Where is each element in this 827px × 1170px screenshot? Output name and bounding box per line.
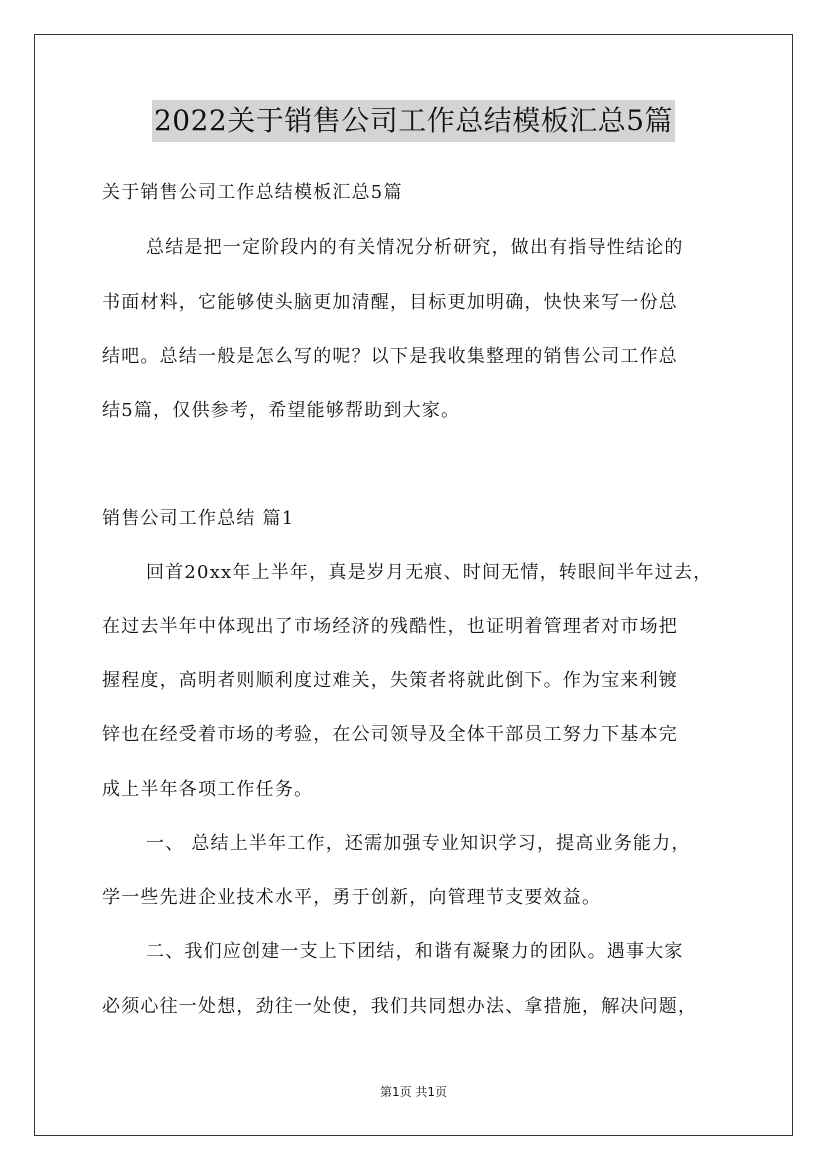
document-title: 2022关于销售公司工作总结模板汇总5篇: [152, 100, 675, 142]
text-line: 握程度，高明者则顺利度过难关，失策者将就此倒下。作为宝来利镀: [102, 670, 678, 691]
text-line: 锌也在经受着市场的考验，在公司领导及全体干部员工努力下基本完: [102, 724, 678, 745]
subtitle-line: 关于销售公司工作总结模板汇总5篇: [102, 182, 403, 203]
section-heading: 销售公司工作总结 篇1: [102, 508, 295, 529]
title-container: [0, 100, 827, 142]
text-line: 一、 总结上半年工作，还需加强专业知识学习，提高业务能力，: [146, 833, 691, 854]
page-number: 第1页 共1页: [379, 1085, 448, 1099]
text-line: 结5篇，仅供参考，希望能够帮助到大家。: [102, 400, 461, 421]
text-line: 学一些先进企业技术水平，勇于创新，向管理节支要效益。: [102, 887, 602, 908]
text-line: 书面材料，它能够使头脑更加清醒，目标更加明确，快快来写一份总: [102, 292, 678, 313]
text-line: 总结是把一定阶段内的有关情况分析研究，做出有指导性结论的: [146, 237, 684, 258]
text-line: 成上半年各项工作任务。: [102, 779, 314, 800]
text-line: 二、我们应创建一支上下团结，和谐有凝聚力的团队。遇事大家: [146, 941, 684, 962]
text-line: 结吧。总结一般是怎么写的呢？以下是我收集整理的销售公司工作总: [102, 346, 678, 367]
text-line: 在过去半年中体现出了市场经济的残酷性，也证明着管理者对市场把: [102, 616, 678, 637]
text-line: 必须心往一处想，劲往一处使，我们共同想办法、拿措施，解决问题，: [102, 996, 698, 1017]
text-line: 回首20xx年上半年，真是岁月无痕、时间无情，转眼间半年过去，: [146, 562, 713, 583]
